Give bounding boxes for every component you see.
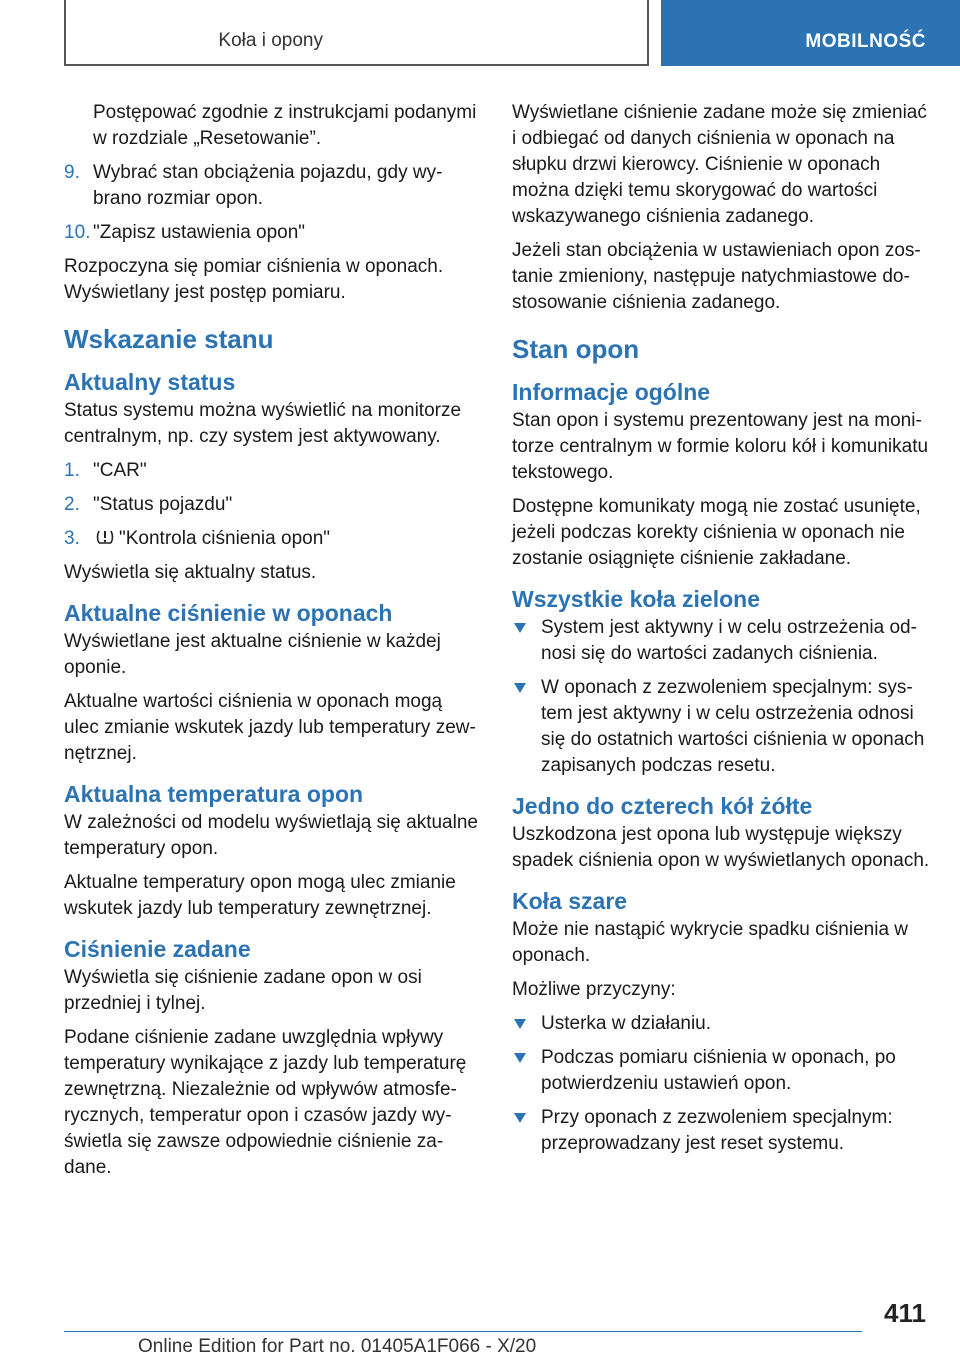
header-frame [64,0,649,66]
heading-tyre-status: Stan opon [512,334,640,364]
temp-text-1: W zależności od modelu wyświetlają się aktualne temperatury opon. [64,812,478,859]
step-item [64,160,480,212]
right-column [512,100,932,1165]
chapter-tab [661,0,960,66]
section-title: Koła i opony [218,30,323,51]
heading-all-green: Wszystkie koła zielone [512,586,760,612]
list-item-text: Usterka w działaniu. [541,1013,712,1034]
target-text-2: Podane ciśnienie zadane uwzględnia wpływy temperatury wynikające z jazdy lub temperaturę zewnętrzną. Niezależnie od wpływów atmosferycznych, temperatur opon i czasów jazdy wyświetla się zawsze odpowiednie ciśnienie zadane. [64,1027,467,1178]
step-text: "CAR" [93,460,147,481]
heading-target-pressure: Ciśnienie zadane [64,936,251,962]
target-text-1: Wyświetla się ciśnienie zadane opon w osi przedniej i tylnej. [64,967,422,1014]
grey-text-1: Może nie nastąpić wykrycie spadku ciśnienia w oponach. [512,919,909,966]
step-text: Wybrać stan obciążenia pojazdu, gdy wybrano rozmiar opon. [93,162,443,209]
current-display-text: Wyświetla się aktualny status. [64,562,317,583]
footer-edition: Online Edition for Part no. 01405A1F066 - X/20 [138,1336,537,1357]
step-item [64,220,480,246]
list-item [512,1011,932,1037]
general-text-1: Stan opon i systemu prezentowany jest na monitorze centralnym w formie koloru kół i komunikatu tekstowego. [512,410,929,483]
step-text: "Zapisz ustawienia opon" [93,222,306,243]
heading-current-pressure: Aktualne ciśnienie w oponach [64,600,393,626]
step-text: "Kontrola ciśnienia opon" [119,528,331,549]
menu-step [64,492,480,518]
general-text-2: Dostępne komunikaty mogą nie zostać usunięte, jeżeli podczas korekty ciśnienia w oponach nie zostanie osiągnięte ciśnienie zakładane. [512,496,921,569]
current-status-text: Status systemu można wyświetlić na monitorze centralnym, np. czy system jest aktywowany. [64,400,462,447]
bullet-triangle-icon [514,1019,526,1029]
list-item-text: Podczas pomiaru ciśnienia w oponach, po potwierdzeniu ustawień opon. [541,1047,896,1094]
page-number: 411 [884,1298,926,1328]
step-number: 9. [64,162,80,183]
measure-text: Rozpoczyna się pomiar ciśnienia w oponach. Wyświetlany jest postęp pomiaru. [64,256,444,303]
list-item-text: System jest aktywny i w celu ostrzeżenia odnosi się do wartości zadanych ciśnienia. [541,617,917,664]
heading-grey-wheels: Koła szare [512,888,628,914]
temp-text-2: Aktualne temperatury opon mogą ulec zmianie wskutek jazdy lub temperatury zewnętrznej. [64,872,456,919]
step-text: "Status pojazdu" [93,494,233,515]
step-number: 1. [64,460,80,481]
menu-step [64,458,480,484]
step-number: 2. [64,494,80,515]
heading-status: Wskazanie stanu [64,324,274,354]
list-item [512,615,932,667]
load-change-text: Jeżeli stan obciążenia w ustawieniach opon zostanie zmieniony, następuje natychmiastowe dostosowanie ciśnienia zadanego. [512,240,921,313]
heading-current-status: Aktualny status [64,369,236,395]
intro-continuation: Postępować zgodnie z instrukcjami podanymi w rozdziale „Resetowanie”. [93,102,477,149]
pressure-text-2: Aktualne wartości ciśnienia w oponach mogą ulec zmianie wskutek jazdy lub temperatury zewnętrznej. [64,691,476,764]
pressure-text-1: Wyświetlane jest aktualne ciśnienie w każdej oponie. [64,631,441,678]
target-info-text: Wyświetlane ciśnienie zadane może się zmieniać i odbiegać od danych ciśnienia w oponach na słupku drzwi kierowcy. Ciśnienie w oponach można dzięki temu skorygować do wartości wskazywanego ciśnienia zadanego. [512,102,927,227]
list-item [512,1105,932,1157]
chapter-title: MOBILNOŚĆ [805,31,926,52]
heading-tyre-temperature: Aktualna temperatura opon [64,781,364,807]
bullet-triangle-icon [514,683,526,693]
heading-yellow-wheels: Jedno do czterech kół żółte [512,793,813,819]
left-column [64,100,480,1189]
bullet-triangle-icon [514,1053,526,1063]
list-item-text: W oponach z zezwoleniem specjalnym: system jest aktywny i w celu ostrzeżenia odnosi się do ostatnich wartości ciśnienia w oponach zapisanych podczas resetu. [541,677,925,776]
menu-step [64,526,480,552]
tire-pressure-warning-icon [95,527,115,547]
heading-general-info: Informacje ogólne [512,379,711,405]
list-item-text: Przy oponach z zezwoleniem specjalnym: przeprowadzany jest reset systemu. [541,1107,893,1154]
yellow-text: Uszkodzona jest opona lub występuje większy spadek ciśnienia opon w wyświetlanych oponach. [512,824,930,871]
footer-divider [64,1331,862,1332]
step-number: 10. [64,222,91,243]
bullet-triangle-icon [514,1113,526,1123]
step-number: 3. [64,528,80,549]
bullet-triangle-icon [514,623,526,633]
grey-text-2: Możliwe przyczyny: [512,979,676,1000]
list-item [512,1045,932,1097]
list-item [512,675,932,779]
